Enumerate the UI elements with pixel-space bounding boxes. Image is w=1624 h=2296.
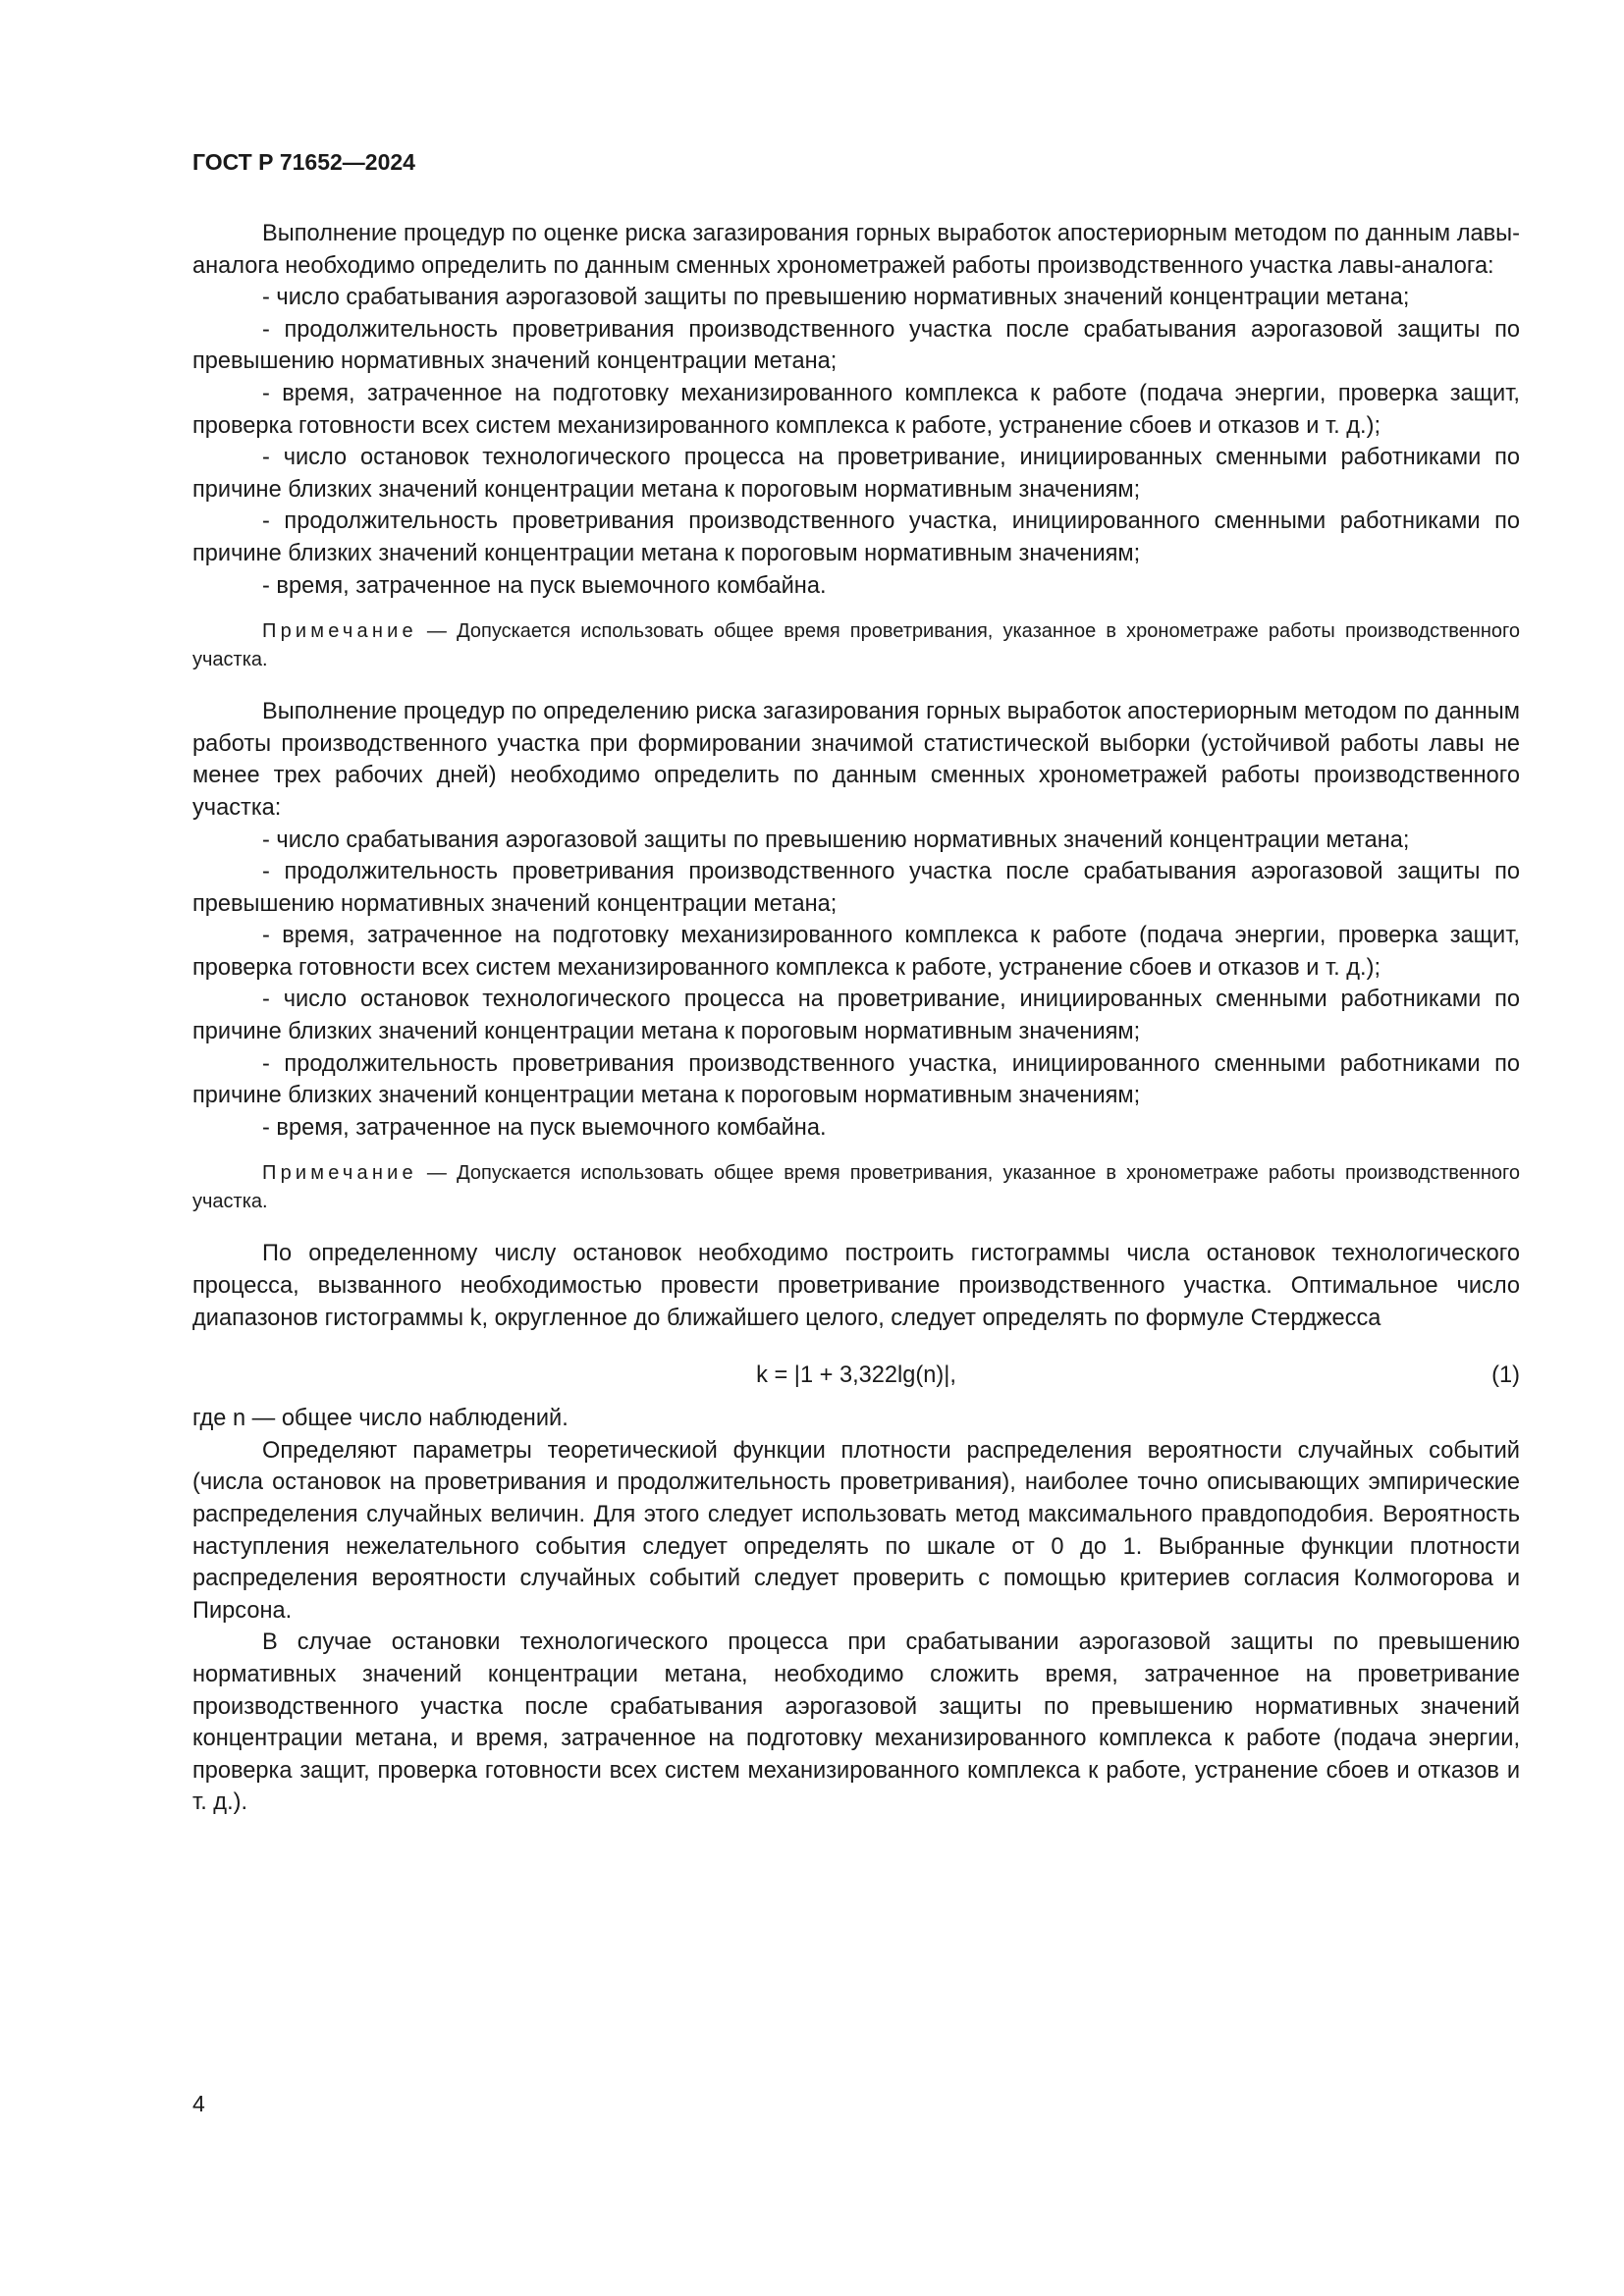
note <box>192 617 1520 674</box>
note-text: — Допускается использовать общее время проветривания, указанное в хронометраже работы производственного участка. <box>192 1162 1520 1213</box>
list-item: - время, затраченное на подготовку механизированного комплекса к работе (подача энергии, проверка защит, проверка готовности всех систем механизированного комплекса к работе, устранение сбоев и отказов и т. д.); <box>192 923 1520 981</box>
document-page <box>192 147 1520 1819</box>
list-item: - число остановок технологического процесса на проветривание, инициированных сменными работниками по причине близких значений концентрации метана к пороговым нормативным значениям; <box>192 445 1520 503</box>
list-item: - продолжительность проветривания производственного участка, инициированного сменными работниками по причине близких значений концентрации метана к пороговым нормативным значениям; <box>192 508 1520 566</box>
paragraph-histogram: По определенному числу остановок необходимо построить гистограммы числа остановок технологического процесса, вызванного необходимостью провести проветривание производственного участка. Оптимальное число диапазонов гистограммы k, округленное до ближайшего целого, следует определять по формуле Стерджесса <box>192 1241 1520 1331</box>
formula-where: где n — общее число наблюдений. <box>192 1406 568 1432</box>
paragraph-gas-protection: В случае остановки технологического процесса при срабатывании аэрогазовой защиты по превышению нормативных значений концентрации метана, необходимо сложить время, затраченное на проветривание производственного участка после срабатывания аэрогазовой защиты по превышению нормативных значений концентрации метана, и время, затраченное на подготовку механизированного комплекса к работе (подача энергии, проверка защит, проверка готовности всех систем механизированного комплекса к работе, устранение сбоев и отказов и т. д.). <box>192 1629 1520 1816</box>
paragraph-distribution: Определяют параметры теоретическиой функции плотности распределения вероятности случайных событий (числа остановок на проветривания и продолжительность проветривания), наиболее точно описывающих эмпирические распределения случайных величин. Для этого следует использовать метод максимального правдоподобия. Вероятность наступления нежелательного события следует определять по шкале от 0 до 1. Выбранные функции плотности распределения вероятности случайных событий следует проверить с помощью критериев согласия Колмогорова и Пирсона. <box>192 1437 1520 1624</box>
section-production-site <box>192 696 1520 1216</box>
note-label: Примечание <box>262 1162 417 1185</box>
note-label: Примечание <box>262 620 417 643</box>
section-histogram <box>192 1238 1520 1819</box>
list-item: - число срабатывания аэрогазовой защиты по превышению нормативных значений концентрации метана; <box>262 285 1410 311</box>
list-item: - время, затраченное на пуск выемочного комбайна. <box>262 572 827 599</box>
note-text: — Допускается использовать общее время проветривания, указанное в хронометраже работы производственного участка. <box>192 620 1520 671</box>
section-lava-analog <box>192 218 1520 674</box>
list-item: - продолжительность проветривания производственного участка после срабатывания аэрогазовой защиты по превышению нормативных значений концентрации метана; <box>192 859 1520 917</box>
list-item: - продолжительность проветривания производственного участка, инициированного сменными работниками по причине близких значений концентрации метана к пороговым нормативным значениям; <box>192 1050 1520 1109</box>
page-number: 4 <box>192 2091 205 2116</box>
list-item: - число срабатывания аэрогазовой защиты по превышению нормативных значений концентрации метана; <box>262 827 1410 853</box>
list-item: - время, затраченное на пуск выемочного комбайна. <box>262 1114 827 1141</box>
list-item: - число остановок технологического процесса на проветривание, инициированных сменными работниками по причине близких значений концентрации метана к пороговым нормативным значениям; <box>192 987 1520 1045</box>
note <box>192 1159 1520 1216</box>
list-item: - время, затраченное на подготовку механизированного комплекса к работе (подача энергии, проверка защит, проверка готовности всех систем механизированного комплекса к работе, устранение сбоев и отказов и т. д.); <box>192 380 1520 439</box>
list-item: - продолжительность проветривания производственного участка после срабатывания аэрогазовой защиты по превышению нормативных значений концентрации метана; <box>192 316 1520 375</box>
paragraph-intro-production-site: Выполнение процедур по определению риска загазирования горных выработок апостериорным методом по данным работы производственного участка при формировании значимой статистической выборки (устойчивой работы лавы не менее трех рабочих дней) необходимо определить по данным сменных хронометражей работы производственного участка: <box>192 699 1520 821</box>
sturges-formula: k = |1 + 3,322lg(n)|, <box>756 1362 956 1389</box>
formula-number: (1) <box>1491 1362 1520 1389</box>
standard-designation: ГОСТ Р 71652—2024 <box>192 149 415 175</box>
paragraph-intro-lava-analog: Выполнение процедур по оценке риска загазирования горных выработок апостериорным методом по данным лавы-аналога необходимо определить по данным сменных хронометражей работы производственного участка лавы-аналога: <box>192 221 1520 279</box>
formula-row <box>192 1354 1520 1397</box>
